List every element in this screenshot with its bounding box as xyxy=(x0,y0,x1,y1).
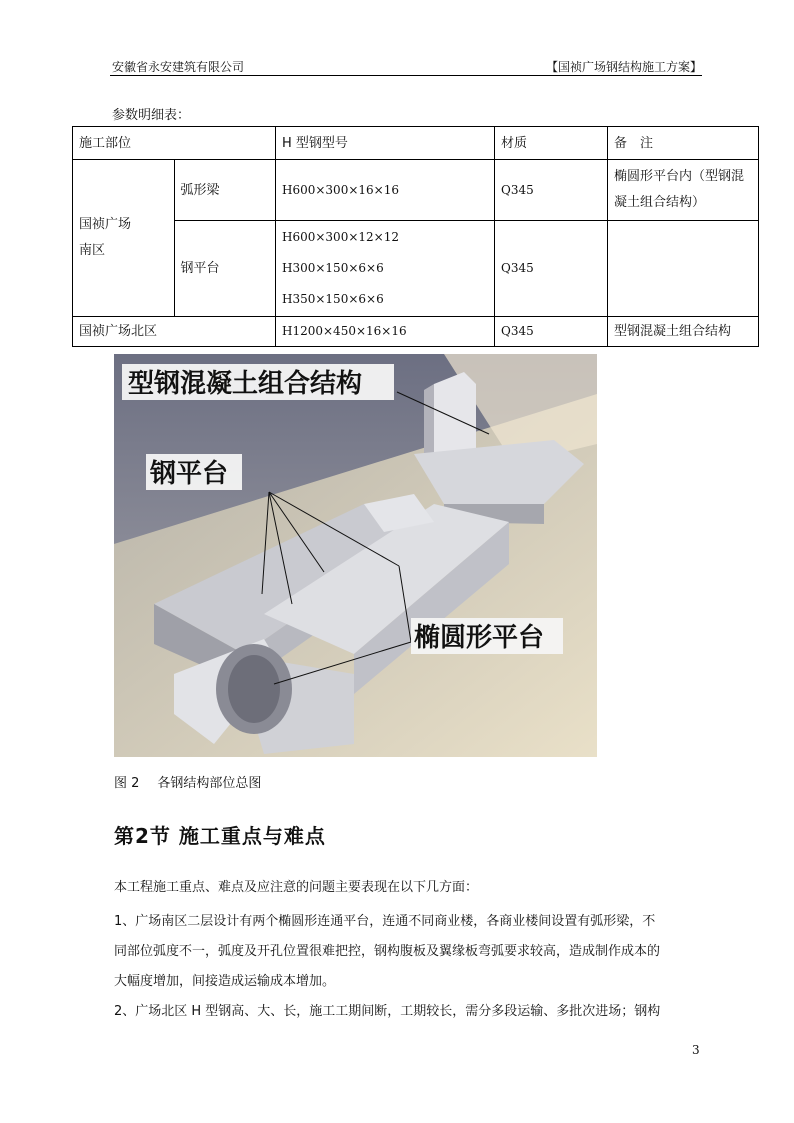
part-cell: 弧形梁 xyxy=(174,160,276,221)
material-cell: Q345 xyxy=(495,221,608,317)
note-cell: 型钢混凝土组合结构 xyxy=(608,317,759,347)
label-elliptical-platform: 椭圆形平台 xyxy=(414,623,545,653)
parameter-table xyxy=(72,126,759,347)
section-title: 第2节 施工重点与难点 xyxy=(114,824,326,848)
note-cell xyxy=(608,221,759,317)
header-doc-title: 【国祯广场钢结构施工方案】 xyxy=(545,60,702,74)
table-row xyxy=(73,160,759,221)
building-rendering xyxy=(114,354,597,757)
material-cell: Q345 xyxy=(495,317,608,347)
header-rule xyxy=(110,75,702,76)
label-steel-platform: 钢平台 xyxy=(150,459,229,489)
spec-cell: H600×300×16×16 xyxy=(276,160,495,221)
paragraph-1 xyxy=(114,907,704,997)
section-intro: 本工程施工重点、难点及应注意的问题主要表现在以下几方面： xyxy=(114,880,479,895)
header-cell-part: 施工部位 xyxy=(73,127,276,160)
label-composite-structure: 型钢混凝土组合结构 xyxy=(128,369,363,399)
header-cell-material: 材质 xyxy=(495,127,608,160)
header-cell-note: 备 注 xyxy=(608,127,759,160)
part-cell: 钢平台 xyxy=(174,221,276,317)
material-cell: Q345 xyxy=(495,160,608,221)
spec-line: H350×150×6×6 xyxy=(282,292,384,306)
figure-caption xyxy=(114,772,261,791)
note-cell: 椭圆形平台内（型钢混凝土组合结构） xyxy=(608,160,759,221)
building-rendering-svg xyxy=(114,354,597,757)
paragraph-line: 大幅度增加，间接造成运输成本增加。 xyxy=(114,974,336,989)
table-row xyxy=(73,317,759,347)
paragraph-2: 2、广场北区 H 型钢高、大、长，施工工期间断，工期较长，需分多段运输、多批次进场；钢构 xyxy=(114,1004,661,1019)
spec-line: H300×150×6×6 xyxy=(282,261,384,275)
header-company: 安徽省永安建筑有限公司 xyxy=(112,60,245,74)
spec-cell xyxy=(276,221,495,317)
page-number: 3 xyxy=(692,1043,700,1057)
table-header-row xyxy=(73,127,759,160)
table-caption: 参数明细表： xyxy=(112,108,191,123)
zone-cell-north: 国祯广场北区 xyxy=(73,317,276,347)
figure-caption-text: 各钢结构部位总图 xyxy=(157,776,262,791)
paragraph-line: 同部位弧度不一，弧度及开孔位置很难把控，钢构腹板及翼缘板弯弧要求较高，造成制作成本的 xyxy=(114,944,661,959)
paragraph-line: 1、广场南区二层设计有两个椭圆形连通平台，连通不同商业楼，各商业楼间设置有弧形梁，不 xyxy=(114,914,656,929)
spec-line: H600×300×12×12 xyxy=(282,230,399,244)
header-cell-spec: H 型钢型号 xyxy=(276,127,495,160)
zone-cell-south: 国祯广场 南区 xyxy=(73,160,175,317)
spec-cell: H1200×450×16×16 xyxy=(276,317,495,347)
figure-number: 图 2 xyxy=(114,776,140,791)
table-row xyxy=(73,221,759,317)
